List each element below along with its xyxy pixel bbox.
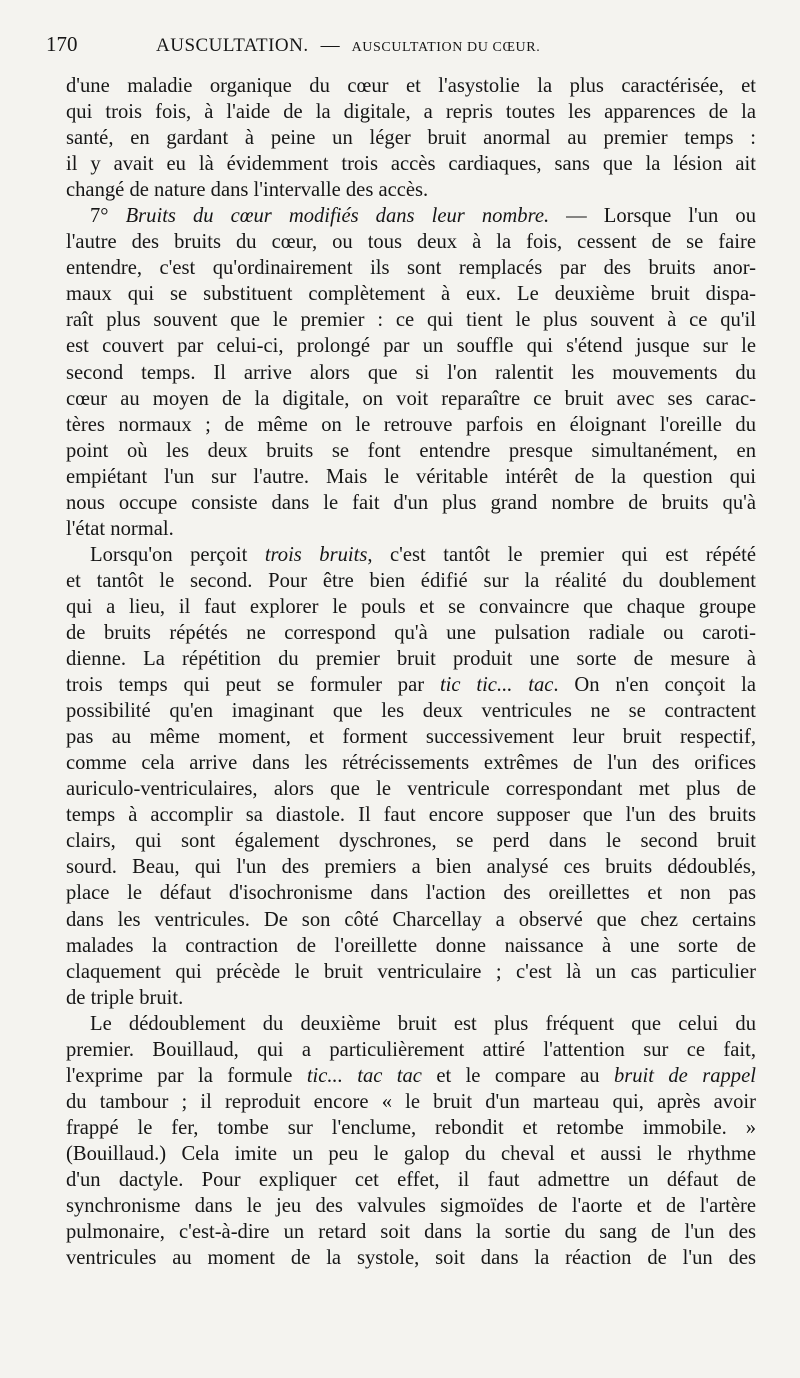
text-segment: pulmonaire, c'est-à-dire un retard soit dans la sortie du sang de l'un des — [66, 1221, 756, 1244]
text-line — [66, 750, 756, 776]
text-line — [66, 724, 756, 750]
page-number: 170 — [46, 32, 78, 56]
text-line — [66, 933, 756, 959]
text-segment: trois temps qui peut se formuler par — [66, 674, 440, 697]
text-segment: second temps. Il arrive alors que si l'on ralentit les mouvements du — [66, 361, 756, 384]
italic-text: tic... tac tac — [306, 1064, 422, 1087]
text-line — [66, 776, 756, 802]
text-segment: nous occupe consiste dans le fait d'un plus grand nombre de bruits qu'à — [66, 491, 756, 514]
text-line — [66, 360, 756, 386]
text-segment: l'état normal. — [66, 517, 174, 540]
running-separator: — — [320, 35, 340, 56]
text-line — [66, 412, 756, 438]
text-line — [66, 1167, 756, 1193]
text-segment: entendre, c'est qu'ordinairement ils sont remplacés par des bruits anor- — [66, 257, 756, 280]
text-segment: Le dédoublement du deuxième bruit est plus fréquent que celui du — [90, 1012, 756, 1035]
text-segment: d'une maladie organique du cœur et l'asystolie la plus caractérisée, et — [66, 75, 756, 97]
text-line — [66, 151, 756, 177]
text-segment: — Lorsque l'un ou — [549, 205, 756, 228]
text-line — [66, 1115, 756, 1141]
text-segment: empiétant l'un sur l'autre. Mais le véritable intérêt de la question qui — [66, 465, 756, 488]
text-line — [66, 73, 756, 99]
text-segment: et tantôt le second. Pour être bien édifié sur la réalité du doublement — [66, 569, 756, 592]
italic-text: tic tic... tac — [439, 674, 554, 697]
text-segment: il y avait eu là évidemment trois accès cardiaques, sans que la lésion ait — [66, 153, 756, 176]
text-segment: frappé le fer, tombe sur l'enclume, rebondit et retombe immobile. » — [66, 1116, 756, 1139]
text-segment: ventricules au moment de la systole, soit dans la réaction de l'un des — [66, 1247, 756, 1270]
text-line — [66, 1193, 756, 1219]
text-segment: claquement qui précède le bruit ventriculaire ; c'est là un cas particulier — [66, 960, 756, 983]
text-segment: du tambour ; il reproduit encore « le bruit d'un marteau qui, après avoir — [66, 1090, 756, 1113]
text-segment: est couvert par celui-ci, prolongé par un souffle qui s'étend jusque sur le — [66, 335, 756, 358]
text-line — [66, 959, 756, 985]
text-segment: raît plus souvent que le premier : ce qui tient le plus souvent à ce qu'il — [66, 309, 756, 332]
text-segment: Lorsqu'on perçoit — [90, 543, 265, 566]
text-line — [66, 646, 756, 672]
text-segment: comme cela arrive dans les rétrécissements extrêmes de l'un des orifices — [66, 752, 756, 775]
text-segment: dans les ventricules. De son côté Charcellay a observé que chez certains — [66, 908, 756, 931]
text-line — [66, 1245, 756, 1271]
running-subtitle: AUSCULTATION DU CŒUR. — [351, 40, 541, 55]
text-line — [66, 438, 756, 464]
text-segment: 7° — [90, 205, 126, 228]
text-segment: l'autre des bruits du cœur, ou tous deux à la fois, cessent de se faire — [66, 231, 756, 254]
italic-text: Bruits du cœur modifiés dans leur nombre. — [125, 205, 550, 228]
text-segment: tères normaux ; de même on le retrouve parfois en éloignant l'oreille du — [66, 413, 756, 436]
italic-text: bruit de rappel — [613, 1064, 756, 1087]
text-segment: qui trois fois, à l'aide de la digitale, a repris toutes les apparences de la — [66, 101, 756, 124]
text-line — [66, 568, 756, 594]
text-line — [66, 1219, 756, 1245]
text-line — [66, 1141, 756, 1167]
text-segment: synchronisme dans le jeu des valvules sigmoïdes de l'aorte et de l'artère — [66, 1195, 756, 1218]
text-line — [66, 307, 756, 333]
italic-text: trois bruits — [264, 543, 368, 566]
running-header — [46, 32, 764, 66]
text-segment: possibilité qu'en imaginant que les deux ventricules ne se contractent — [66, 700, 756, 723]
text-line — [66, 854, 756, 880]
text-segment: place le défaut d'isochronisme dans l'action des oreillettes et non pas — [66, 882, 756, 905]
text-line — [66, 464, 756, 490]
text-line — [66, 490, 756, 516]
text-line — [66, 698, 756, 724]
text-segment: clairs, qui sont également dyschrones, se perd dans le second bruit — [66, 830, 756, 853]
text-segment: et le compare au — [421, 1064, 614, 1087]
running-title: AUSCULTATION. — [156, 35, 309, 56]
text-line — [66, 125, 756, 151]
text-line — [66, 542, 756, 568]
text-line — [66, 203, 756, 229]
text-line — [66, 828, 756, 854]
text-segment: pas au même moment, et forment successivement leur bruit respectif, — [66, 726, 756, 749]
text-line — [66, 672, 756, 698]
text-line — [66, 333, 756, 359]
text-line — [66, 620, 756, 646]
text-line — [66, 1063, 756, 1089]
text-line — [66, 229, 756, 255]
text-line — [66, 516, 756, 542]
text-segment: . On n'en conçoit la — [553, 674, 756, 697]
text-line — [66, 985, 756, 1011]
body-text — [66, 73, 756, 1271]
text-segment: l'exprime par la formule — [66, 1064, 307, 1087]
text-line — [66, 1037, 756, 1063]
text-segment: malades la contraction de l'oreillette donne naissance à une sorte de — [66, 934, 756, 957]
text-segment: de bruits répétés ne correspond qu'à une pulsation radiale ou caroti- — [66, 621, 756, 644]
text-line — [66, 802, 756, 828]
text-line — [66, 386, 756, 412]
text-segment: , c'est tantôt le premier qui est répété — [367, 543, 757, 566]
text-segment: (Bouillaud.) Cela imite un peu le galop du cheval et aussi le rhythme — [66, 1142, 756, 1165]
text-line — [66, 255, 756, 281]
text-segment: de triple bruit. — [66, 986, 184, 1009]
text-line — [66, 880, 756, 906]
text-segment: dienne. La répétition du premier bruit produit une sorte de mesure à — [66, 648, 756, 671]
text-segment: premier. Bouillaud, qui a particulièrement attiré l'attention sur ce fait, — [66, 1038, 756, 1061]
text-line — [66, 281, 756, 307]
text-segment: d'un dactyle. Pour expliquer cet effet, il faut admettre un défaut de — [66, 1168, 756, 1191]
text-segment: sourd. Beau, qui l'un des premiers a bien analysé ces bruits dédoublés, — [66, 856, 756, 879]
text-line — [66, 594, 756, 620]
text-segment: changé de nature dans l'intervalle des accès. — [66, 179, 429, 202]
text-segment: temps à accomplir sa diastole. Il faut encore supposer que l'un des bruits — [66, 804, 756, 827]
text-line — [66, 177, 756, 203]
text-line — [66, 99, 756, 125]
text-line — [66, 1089, 756, 1115]
text-segment: cœur au moyen de la digitale, on voit reparaître ce bruit avec ses carac- — [66, 387, 756, 410]
text-segment: maux qui se substituent complètement à eux. Le deuxième bruit dispa- — [66, 283, 756, 306]
text-segment: auriculo-ventriculaires, alors que le ventricule correspondant met plus de — [66, 778, 756, 801]
text-line — [66, 907, 756, 933]
text-segment: point où les deux bruits se font entendre presque simultanément, en — [66, 439, 756, 462]
text-segment: santé, en gardant à peine un léger bruit anormal au premier temps : — [66, 127, 756, 150]
text-line — [66, 1011, 756, 1037]
text-segment: qui a lieu, il faut explorer le pouls et se convaincre que chaque groupe — [66, 595, 756, 618]
